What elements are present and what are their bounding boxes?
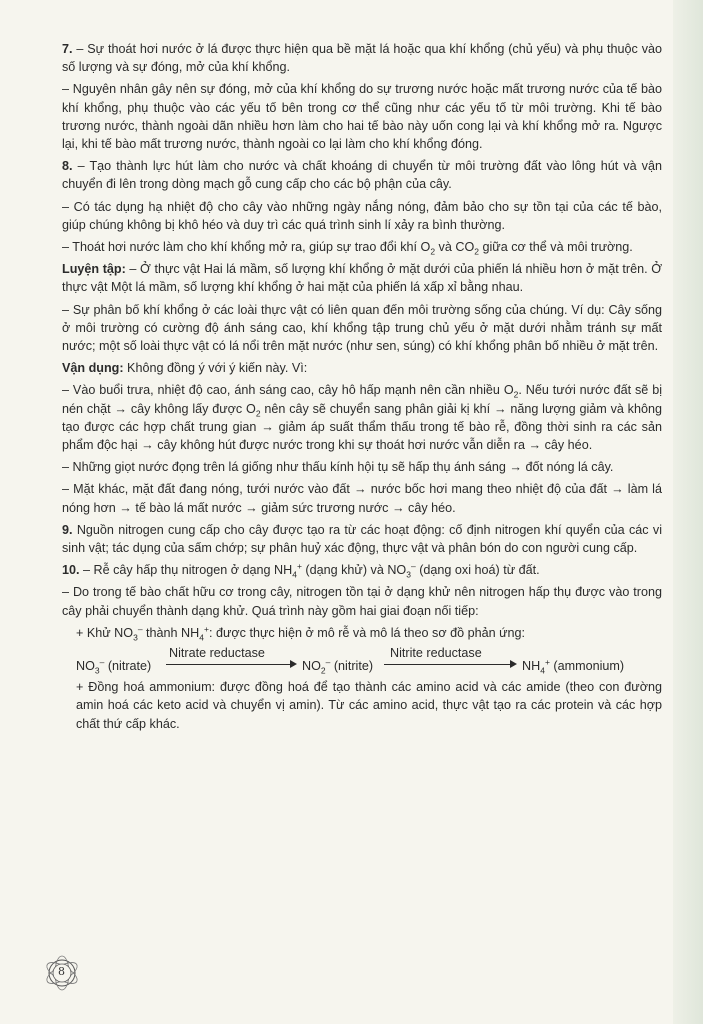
reactant-nitrate: $NO_3^-$ (nitrate) <box>76 656 152 676</box>
product-ammonium: $NH_4^+$ (ammonium) <box>522 656 625 676</box>
section-10-p4: + Đồng hoá ammonium: được đồng hoá để tạo thành các amino acid và các amide (theo con đường amin hoá các keto acid và chuyển vị amin). Từ các amino acid, thực vật tạo ra các protein và các hợp chất thứ cấp khác. <box>76 680 662 731</box>
section-8-p3: – Thoát hơi nước làm cho khí khổng mở ra, giúp sự trao đổi khí $O_2$ và $CO_2$ giữa cơ thể và môi trường. <box>62 240 633 257</box>
section-7-p1: 7. – Sự thoát hơi nước ở lá được thực hiện qua bề mặt lá hoặc qua khí khổng (chủ yếu) và phụ thuộc vào số lượng và sự đóng, mở của khí khổng. <box>62 42 662 75</box>
page-edge <box>673 0 703 1024</box>
section-number: 9. <box>62 522 73 537</box>
enzyme-nitrate-reductase: Nitrate reductase <box>169 646 265 661</box>
reaction-arrow-1 <box>166 664 292 665</box>
section-7-p2: – Nguyên nhân gây nên sự đóng, mở của khí khổng do sự trương nước hoặc mất trương nước của tế bào khí khổng, phụ thuộc vào các yếu tố bên trong cơ thể cũng như các yếu tố từ môi trường. Khi tế bào trương nước, thành ngoài dãn nhiều hơn làm cho hai tế bào này uốn cong lại và khí khổng mở ra. Ngược lại, khi tế bào mất trương nước, thành ngoài co lại làm cho khí khổng đóng. <box>62 82 662 152</box>
section-number: 7. <box>62 42 73 56</box>
enzyme-nitrite-reductase: Nitrite reductase <box>390 646 482 661</box>
section-8-p2: – Có tác dụng hạ nhiệt độ cho cây vào những ngày nắng nóng, đảm bảo cho sự tồn tại của các tế bào, giúp chúng không bị khô héo và duy trì các quá trình sinh lí xảy ra bình thường. <box>62 199 662 232</box>
apply-label: Vận dụng: <box>62 361 124 376</box>
page-number: 8 <box>58 965 65 978</box>
section-10-p1: 10. – Rễ cây hấp thụ nitrogen ở dạng $NH_4^+$ (dạng khử) và $NO_3^-$ (dạng oxi hoá) từ đất. <box>62 561 540 580</box>
answer-content <box>62 40 662 737</box>
apply-p2: – Những giọt nước đọng trên lá giống như thấu kính hội tụ sẽ hấp thụ ánh sáng → đốt nóng lá cây. <box>62 460 614 475</box>
practice-p2: – Sự phân bố khí khổng ở các loài thực vật có liên quan đến môi trường sống của chúng. Ví dụ: Cây sống ở môi trường có cường độ ánh sáng cao, khí khổng tập trung chủ yếu ở mặt dưới nhằm tránh sự mất nước; một số loài thực vật có lá nổi trên mặt nước (như sen, súng) có khí khổng phân bố nhiều ở mặt trên. <box>62 302 662 354</box>
arrow-head-icon <box>510 660 517 668</box>
reaction-arrow-2 <box>384 664 512 665</box>
apply-p3: – Mặt khác, mặt đất đang nóng, tưới nước vào đất → nước bốc hơi mang theo nhiệt độ của đất → làm lá nóng hơn → tế bào lá mất nước → giảm sức trương nước → cây héo. <box>62 482 662 515</box>
section-number: 10. <box>62 563 80 578</box>
apply-p1: – Vào buổi trưa, nhiệt độ cao, ánh sáng cao, cây hô hấp mạnh nên cần nhiều $O_2$. Nếu tưới nước đất sẽ bị nén chặt → cây không lấy được $O_2$ nên cây sẽ chuyển sang phân giải kị khí → năng lượng giảm và không tạo được các hợp chất trung gian → giảm áp suất thẩm thấu trong tế bào rễ, đồng thời sinh ra các sản phẩm độc hại → cây không hút được nước trong khi sự thoát hơi nước vẫn diễn ra → cây héo. <box>62 383 663 453</box>
practice-label: Luyện tập: <box>62 262 126 277</box>
section-9-p1: 9. Nguồn nitrogen cung cấp cho cây được tạo ra từ các hoạt động: cố định nitrogen khí quyển của các vi sinh vật; tác dụng của sấm chớp; sự phân huỷ xác động, thực vật và phân bón do con người cung cấp. <box>62 522 662 556</box>
section-8-p1: 8. – Tạo thành lực hút làm cho nước và chất khoáng di chuyển từ môi trường đất vào lông hút và vận chuyển đi lên trong dòng mạch gỗ cung cấp cho các bộ phận của cây. <box>62 159 662 192</box>
arrow-head-icon <box>290 660 297 668</box>
apply-intro: Vận dụng: Không đồng ý với ý kiến này. Vì: <box>62 361 308 376</box>
intermediate-nitrite: $NO_2^-$ (nitrite) <box>302 656 374 676</box>
practice-p1: Luyện tập: – Ở thực vật Hai lá mầm, số lượng khí khổng ở mặt dưới của phiến lá nhiều hơn ở mặt trên. Ở thực vật Một lá mầm, số lượng khí khổng ở hai mặt của phiến lá xấp xỉ bằng nhau. <box>62 262 662 295</box>
section-10-p2: – Do trong tế bào chất hữu cơ trong cây, nitrogen tồn tại ở dạng khử nên nitrogen hấp thụ được vào trong cây phải chuyển thành dạng khử. Quá trình này gồm hai giai đoạn nối tiếp: <box>62 585 662 618</box>
reaction-scheme <box>62 646 662 676</box>
section-10-p3: + Khử $NO_3^-$ thành $NH_4^+$: được thực hiện ở mô rễ và mô lá theo sơ đồ phản ứng: <box>76 623 526 643</box>
section-number: 8. <box>62 159 73 174</box>
